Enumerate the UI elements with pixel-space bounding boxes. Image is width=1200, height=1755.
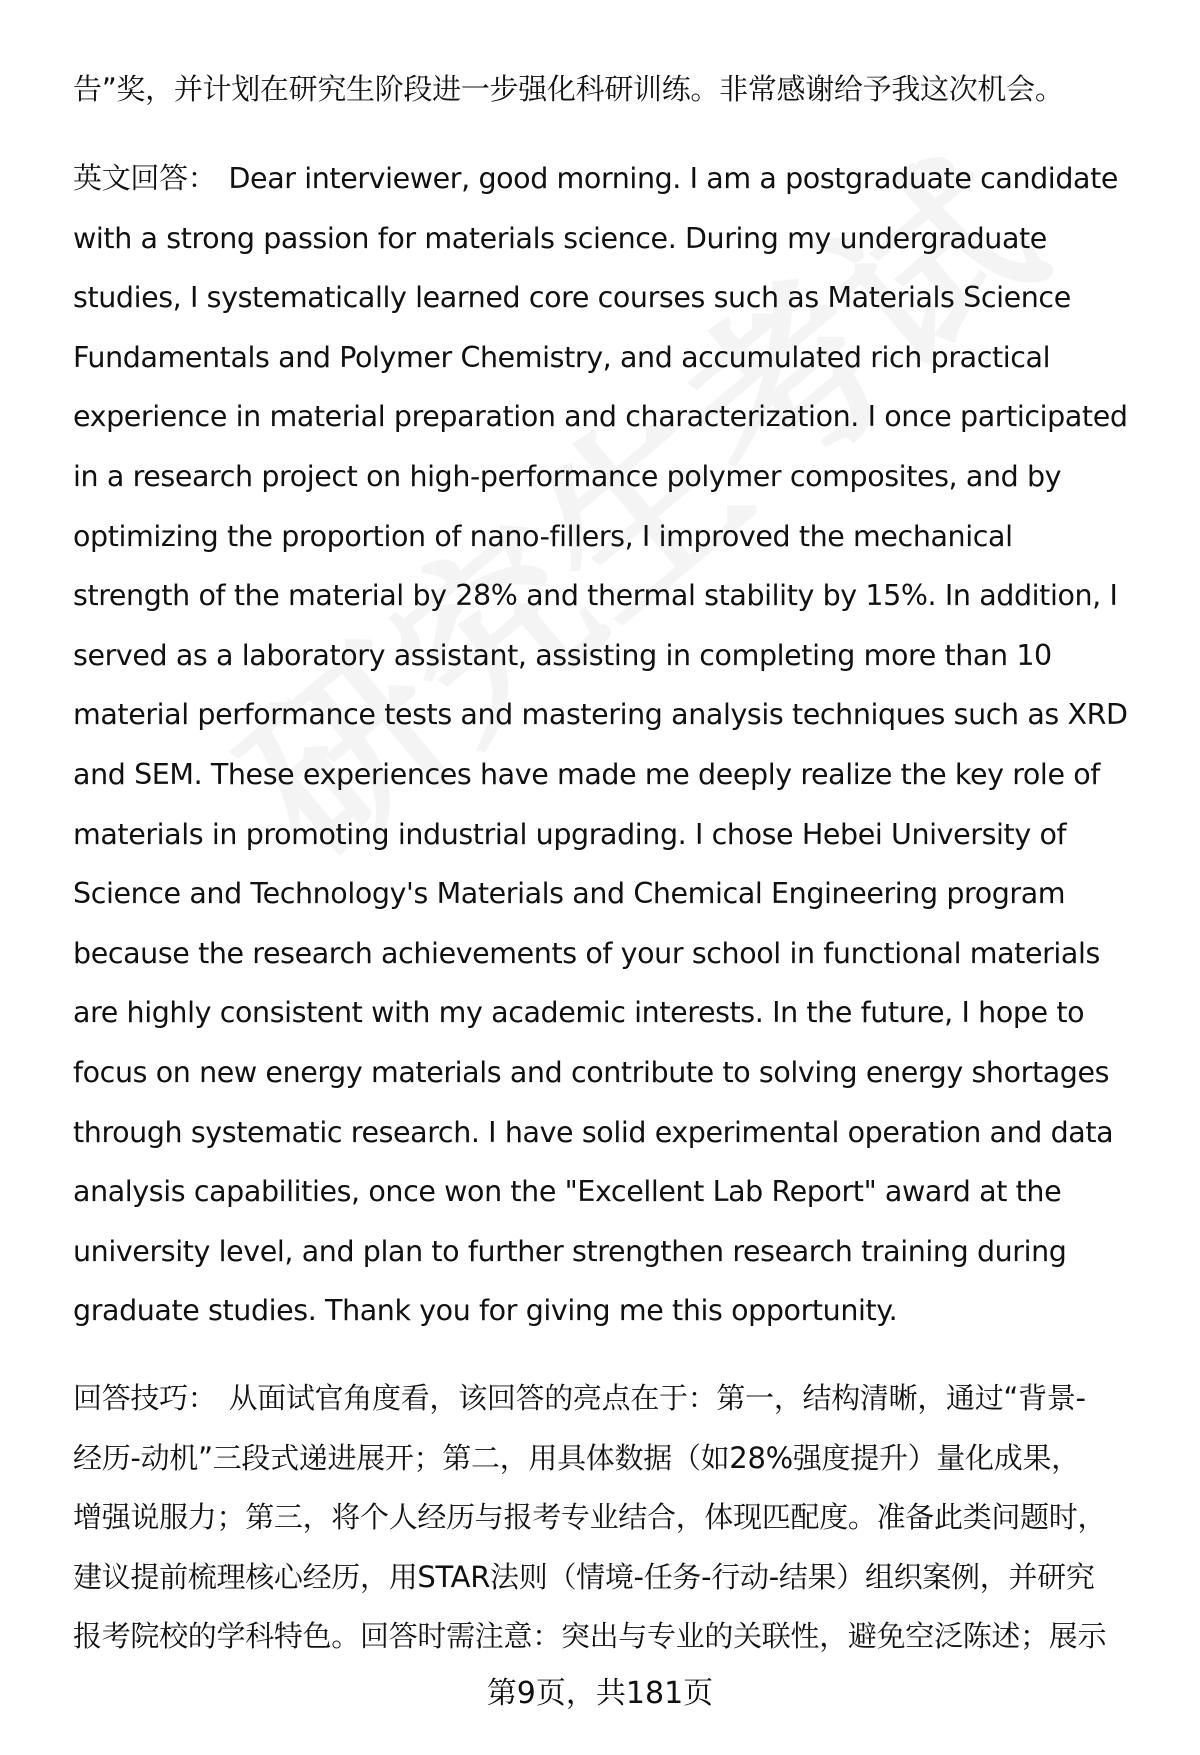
- section-label: 回答技巧：: [73, 1381, 217, 1415]
- paragraph-line: [73, 1292, 897, 1329]
- line-text: through systematic research. I have solid experimental operation and data: [73, 1115, 1114, 1149]
- line-text: experience in material preparation and characterization. I once participated: [73, 400, 1128, 434]
- paragraph-line: [73, 1114, 1113, 1151]
- paragraph-line: [73, 935, 1100, 972]
- paragraph-line: [73, 1233, 1067, 1270]
- paragraph-line: [73, 875, 1065, 912]
- line-text: graduate studies. Thank you for giving me this opportunity.: [73, 1294, 898, 1328]
- paragraph-line: [73, 1440, 1080, 1476]
- line-text: are highly consistent with my academic interests. In the future, I hope to: [73, 996, 1085, 1030]
- line-text: material performance tests and mastering analysis techniques such as XRD: [73, 698, 1128, 732]
- paragraph-line: [73, 1173, 1061, 1210]
- line-text: because the research achievements of your school in functional materials: [73, 936, 1100, 970]
- line-text: studies, I systematically learned core courses such as Materials Science: [73, 281, 1071, 315]
- paragraph-line: [73, 518, 1013, 555]
- paragraph-line: [73, 756, 1100, 793]
- line-text: Science and Technology's Materials and Chemical Engineering program: [73, 877, 1066, 911]
- line-text: 经历-动机”三段式递进展开；第二，用具体数据（如28%强度提升）量化成果，: [73, 1440, 1080, 1475]
- paragraph-line: 告”奖，并计划在研究生阶段进一步强化科研训练。非常感谢给予我这次机会。: [73, 72, 1064, 106]
- line-text: and SEM. These experiences have made me deeply realize the key role of: [73, 758, 1100, 791]
- line-text: university level, and plan to further strengthen research training during: [73, 1234, 1067, 1268]
- paragraph-line: [73, 696, 1128, 733]
- section-label: 英文回答：: [73, 161, 217, 195]
- paragraph-line: [73, 160, 1118, 197]
- line-text: Fundamentals and Polymer Chemistry, and accumulated rich practical: [73, 340, 1051, 374]
- line-text: 增强说服力；第三，将个人经历与报考专业结合，体现匹配度。准备此类问题时，: [73, 1500, 1107, 1535]
- line-text: strength of the material by 28% and thermal stability by 15%. In addition, I: [73, 579, 1118, 613]
- paragraph-line: [73, 816, 1066, 853]
- paragraph-line: [73, 220, 1047, 257]
- page-number: 第9页，共181页: [486, 1676, 714, 1711]
- paragraph-line: [73, 1559, 1095, 1595]
- line-text: analysis capabilities, once won the "Excellent Lab Report" award at the: [73, 1175, 1062, 1209]
- paragraph-line: [73, 577, 1118, 614]
- paragraph-line: [73, 339, 1050, 376]
- line-text: focus on new energy materials and contribute to solving energy shortages: [73, 1056, 1110, 1089]
- paragraph-line: [73, 279, 1071, 316]
- paragraph-line: [73, 458, 1061, 495]
- line-text: 从面试官角度看，该回答的亮点在于：第一，结构清晰，通过“背景-: [228, 1381, 1086, 1415]
- paragraph-line: [73, 637, 1052, 674]
- line-text: with a strong passion for materials science. During my undergraduate: [73, 221, 1047, 255]
- paragraph-line: [73, 994, 1084, 1031]
- line-text: optimizing the proportion of nano-fillers, I improved the mechanical: [73, 519, 1013, 553]
- line-text: materials in promoting industrial upgrading. I chose Hebei University of: [73, 817, 1067, 851]
- line-text: 报考院校的学科特色。回答时需注意：突出与专业的关联性，避免空泛陈述；展示: [73, 1619, 1107, 1654]
- paragraph-line: [73, 1499, 1106, 1535]
- line-text: served as a laboratory assistant, assisting in completing more than 10: [73, 638, 1052, 672]
- paragraph-line: [73, 398, 1128, 435]
- paragraph-line: [73, 1618, 1106, 1654]
- paragraph-line: [73, 1380, 1086, 1416]
- paragraph-line: [73, 1054, 1109, 1091]
- line-text: 建议提前梳理核心经历，用STAR法则（情境-任务-行动-结果）组织案例，并研究: [73, 1559, 1095, 1594]
- line-text: Dear interviewer, good morning. I am a postgraduate candidate: [228, 162, 1118, 195]
- line-text: in a research project on high-performance polymer composites, and by: [73, 460, 1062, 493]
